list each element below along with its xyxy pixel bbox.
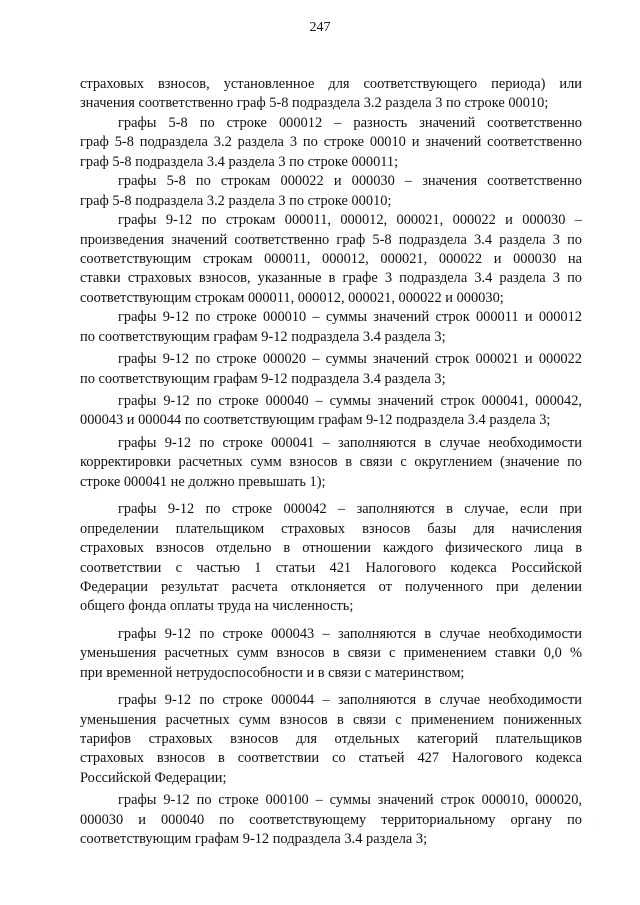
text-line: соответствующим графам 9-12 подраздела 3.4 раздела 3; [80, 831, 428, 848]
text-line: графы 9-12 по строке 000040 – суммы значений строк 000041, 000042, [118, 393, 582, 409]
text-line: графы 9-12 по строке 000020 – суммы значений строк 000021 и 000022 [118, 351, 582, 368]
text-line: по соответствующим графам 9-12 подраздела 3.4 раздела 3; [80, 328, 446, 345]
text-line: уменьшения расчетных сумм взносов в связи с применением пониженных [80, 711, 582, 728]
text-line: страховых взносов отдельно в отношении каждого физического лица в [80, 540, 582, 557]
text-line: ставки страховых взносов, указанные в графе 3 подраздела 3.4 раздела 3 по [80, 270, 582, 287]
text-line: графы 9-12 по строке 000041 – заполняются в случае необходимости [118, 434, 582, 451]
page-number: 247 [309, 20, 331, 35]
text-line: тарифов страховых взносов для отдельных категорий плательщиков [80, 731, 582, 747]
text-line: корректировки расчетных сумм взносов в связи с округлением (значение по [80, 454, 582, 471]
text-line: уменьшения расчетных сумм взносов в связи с применением ставки 0,0 % [80, 645, 582, 662]
text-line: 000043 и 000044 по соответствующим графам 9-12 подраздела 3.4 раздела 3; [80, 412, 551, 429]
text-line: графы 9-12 по строке 000043 – заполняются в случае необходимости [118, 625, 582, 642]
text-line: при временной нетрудоспособности и в связи с материнством; [80, 664, 465, 681]
text-line: граф 5-8 подраздела 3.2 раздела 3 по строке 00010; [80, 192, 392, 209]
text-line: общего фонда оплаты труда на численность; [80, 598, 354, 615]
text-line: соответствии с частью 1 статьи 421 Налогового кодекса Российской [80, 559, 582, 576]
text-line: графы 9-12 по строке 000100 – суммы значений строк 000010, 000020, [118, 792, 582, 809]
text-line: графы 9-12 по строке 000010 – суммы значений строк 000011 и 000012 [118, 309, 582, 326]
text-line: строке 000041 не должно превышать 1); [80, 473, 326, 490]
text-line: страховых взносов, установленное для соответствующего периода) или [80, 76, 582, 92]
text-line: значения соответственно граф 5-8 подраздела 3.2 раздела 3 по строке 00010; [80, 95, 549, 112]
text-line: граф 5-8 подраздела 3.2 раздела 3 по строке 00010 и значений соответственно [80, 134, 582, 151]
text-line: граф 5-8 подраздела 3.4 раздела 3 по строке 000011; [80, 153, 399, 170]
text-line: Федерации результат расчета отклоняется от полученного при делении [80, 578, 582, 595]
text-line: 000030 и 000040 по соответствующему территориальному органу по [80, 811, 582, 828]
text-line: графы 5-8 по строке 000012 – разность значений соответственно [118, 114, 582, 131]
text-line: страховых взносов в соответствии со статьей 427 Налогового кодекса [80, 750, 582, 767]
text-line: соответствующим строкам 000011, 000012, 000021, 000022 и 000030 на [80, 250, 582, 267]
document-body [80, 75, 582, 850]
text-line: графы 9-12 по строке 000042 – заполняются в случае, если при [118, 501, 582, 518]
text-line: графы 5-8 по строкам 000022 и 000030 – значения соответственно [118, 173, 582, 190]
text-line: Российской Федерации; [80, 769, 227, 786]
text-line: соответствующим строкам 000011, 000012, 000021, 000022 и 000030; [80, 289, 504, 306]
text-line: произведения значений соответственно граф 5-8 подраздела 3.4 раздела 3 по [80, 231, 582, 248]
text-line: графы 9-12 по строке 000044 – заполняются в случае необходимости [118, 692, 582, 709]
text-line: по соответствующим графам 9-12 подраздела 3.4 раздела 3; [80, 370, 446, 387]
text-line: графы 9-12 по строкам 000011, 000012, 000021, 000022 и 000030 – [118, 212, 582, 229]
text-line: определении плательщиком страховых взносов базы для начисления [80, 520, 582, 537]
scan-speck: · [593, 820, 596, 829]
